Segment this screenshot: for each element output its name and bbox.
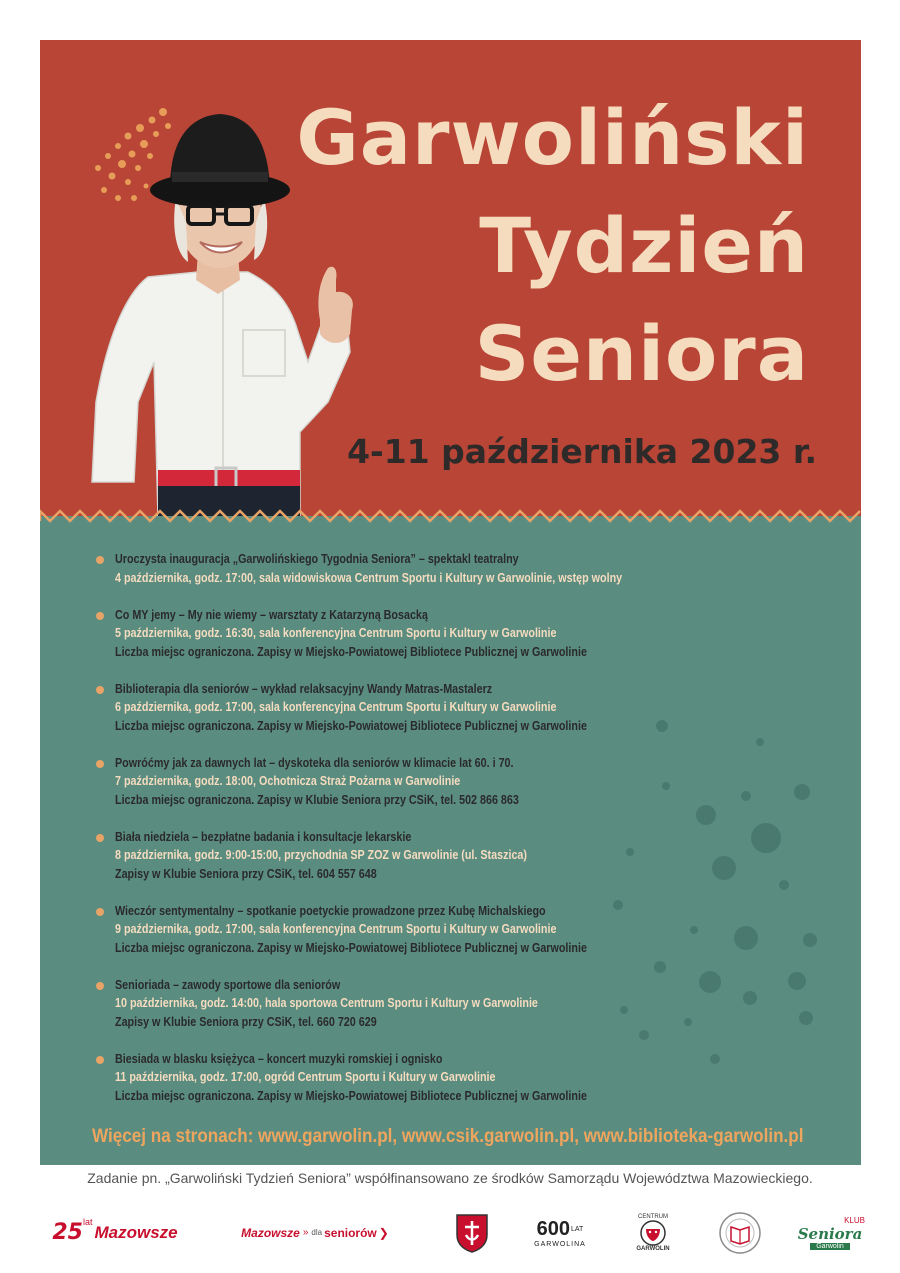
garwolin-600-logo (530, 1205, 590, 1260)
garwolin-600-name: GARWOLINA (534, 1240, 586, 1248)
event-when: 8 października, godz. 9:00-15:00, przychodnia SP ZOZ w Garwolinie (ul. Staszica) (115, 848, 527, 862)
event-item (96, 606, 716, 662)
header-panel (40, 40, 861, 516)
event-when: 10 października, godz. 14:00, hala sportowa Centrum Sportu i Kultury w Garwolinie (115, 996, 538, 1010)
event-title: Co MY jemy – My nie wiemy – warsztaty z Katarzyną Bosacką (115, 607, 428, 622)
event-note: Liczba miejsc ograniczona. Zapisy w Klubie Seniora przy CSiK, tel. 502 866 863 (115, 792, 519, 807)
mazowsze-25-number: 25 (52, 1220, 83, 1245)
event-title: Senioriada – zawody sportowe dla seniorów (115, 977, 341, 992)
mazowsze-25-name: Mazowsze (94, 1222, 178, 1242)
event-item (96, 550, 716, 587)
csik-bottom: GARWOLIN (636, 1245, 670, 1252)
mazowsze-25-sup: lat (82, 1217, 93, 1227)
bullet-icon (96, 686, 104, 694)
event-when: 6 października, godz. 17:00, sala konferencyjna Centrum Sportu i Kultury w Garwolinie (115, 700, 557, 714)
event-when: 9 października, godz. 17:00, sala konferencyjna Centrum Sportu i Kultury w Garwolinie (115, 922, 557, 936)
mazowsze-seniorow-logo: Mazowsze » dla seniorów ❯ (241, 1225, 389, 1240)
klub-seniora-name: Seniora (797, 1224, 863, 1243)
csik-top: CENTRUM (638, 1213, 668, 1220)
more-info-links: Więcej na stronach: www.garwolin.pl, www.csik.garwolin.pl, www.biblioteka-garwolin.pl (92, 1126, 804, 1147)
event-note: Zapisy w Klubie Seniora przy CSiK, tel. 660 720 629 (115, 1014, 377, 1029)
funding-note: Zadanie pn. „Garwoliński Tydzień Seniora” współfinansowano ze środków Samorządu Województwa Mazowieckiego. (87, 1170, 813, 1186)
event-note: Liczba miejsc ograniczona. Zapisy w Miejsko-Powiatowej Bibliotece Publicznej w Garwolinie (115, 940, 587, 955)
crest-icon (450, 1205, 494, 1260)
event-note: Liczba miejsc ograniczona. Zapisy w Miejsko-Powiatowej Bibliotece Publicznej w Garwolinie (115, 1088, 587, 1103)
bullet-icon (96, 982, 104, 990)
event-when: 11 października, godz. 17:00, ogród Centrum Sportu i Kultury w Garwolinie (115, 1070, 496, 1084)
event-title: Biblioterapia dla seniorów – wykład relaksacyjny Wandy Matras-Mastalerz (115, 681, 493, 696)
bullet-icon (96, 760, 104, 768)
klub-seniora-logo (795, 1205, 865, 1260)
mazowsze-seniorow-part1: Mazowsze (241, 1225, 300, 1240)
title-line-2: Tydzień (479, 201, 809, 290)
sponsor-logos (0, 1205, 900, 1265)
zigzag-divider-icon (40, 506, 861, 528)
decor-circles-icon (600, 720, 860, 1090)
biblioteka-logo (715, 1205, 765, 1260)
event-title: Biała niedziela – bezpłatne badania i konsultacje lekarskie (115, 829, 412, 844)
mazowsze-25-logo (40, 1205, 190, 1260)
klub-seniora-klub: KLUB (844, 1215, 865, 1225)
event-note: Liczba miejsc ograniczona. Zapisy w Miejsko-Powiatowej Bibliotece Publicznej w Garwolinie (115, 644, 587, 659)
bullet-icon (96, 908, 104, 916)
klub-seniora-city: Garwolin (810, 1243, 850, 1250)
bullet-icon (96, 834, 104, 842)
theatre-masks-icon (638, 1220, 668, 1246)
bullet-icon (96, 1056, 104, 1064)
event-note: Liczba miejsc ograniczona. Zapisy w Miejsko-Powiatowej Bibliotece Publicznej w Garwolinie (115, 718, 587, 733)
event-title: Wieczór sentymentalny – spotkanie poetyckie prowadzone przez Kubę Michalskiego (115, 903, 546, 918)
csik-logo (628, 1205, 678, 1260)
event-title: Uroczysta inauguracja „Garwolińskiego Tygodnia Seniora” – spektakl teatralny (115, 552, 519, 566)
event-title: Powróćmy jak za dawnych lat – dyskoteka dla seniorów w klimacie lat 60. i 70. (115, 755, 514, 770)
title-line-1: Garwoliński (296, 93, 809, 182)
event-note: Zapisy w Klubie Seniora przy CSiK, tel. 604 557 648 (115, 866, 377, 881)
bullet-icon (96, 612, 104, 620)
event-dates: 4-11 października 2023 r. (347, 432, 817, 471)
event-when: 4 października, godz. 17:00, sala widowiskowa Centrum Sportu i Kultury w Garwolinie, wstęp wolny (115, 570, 623, 585)
mazowsze-seniorow-part2: dla (311, 1228, 323, 1237)
poster (40, 40, 861, 1165)
title-line-3: Seniora (474, 309, 809, 398)
event-when: 5 października, godz. 16:30, sala konferencyjna Centrum Sportu i Kultury w Garwolinie (115, 626, 557, 640)
book-icon (718, 1211, 762, 1255)
mazowsze-seniorow-part3: seniorów (324, 1225, 377, 1240)
bullet-icon (96, 556, 104, 564)
garwolin-600-sub: LAT (571, 1225, 584, 1233)
garwolin-600-number: 600 (536, 1217, 571, 1240)
event-when: 7 października, godz. 18:00, Ochotnicza Straż Pożarna w Garwolinie (115, 774, 461, 788)
event-title: Biesiada w blasku księżyca – koncert muzyki romskiej i ognisko (115, 1051, 443, 1066)
